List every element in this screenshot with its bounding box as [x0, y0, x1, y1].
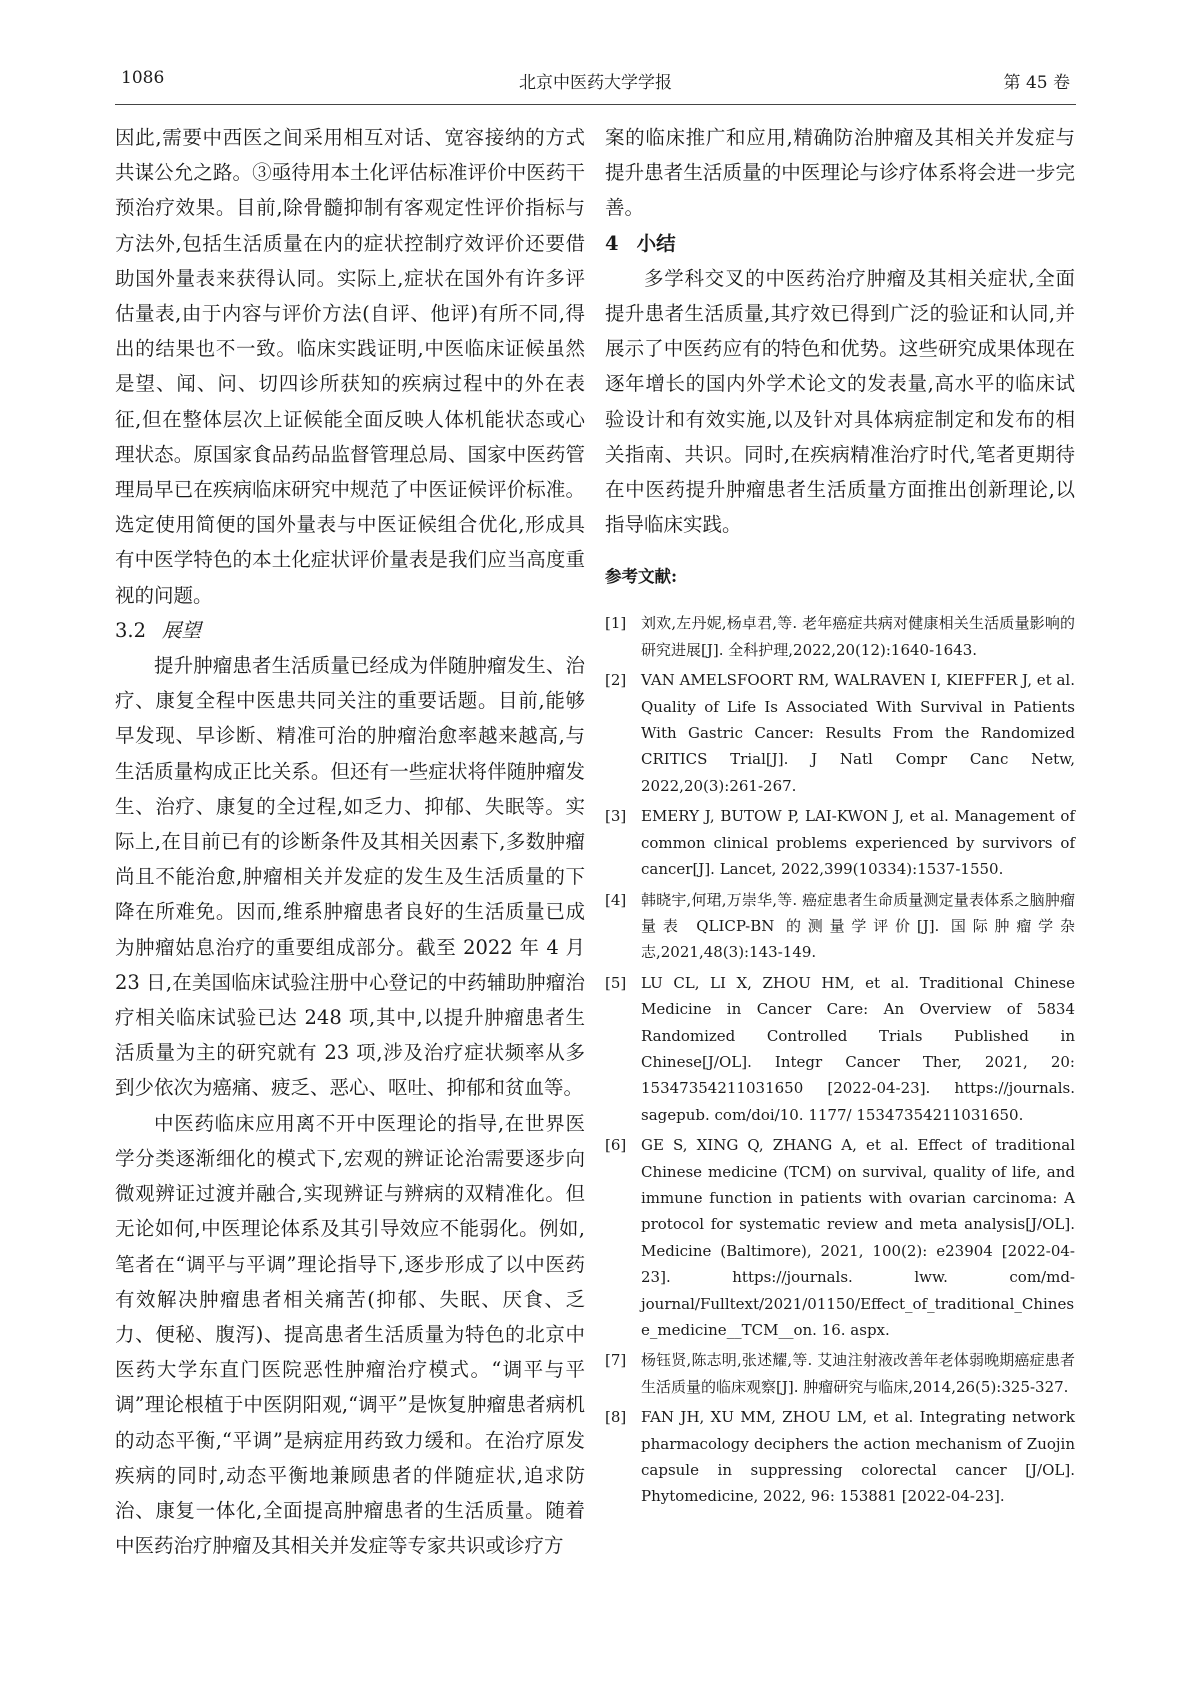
- reference-number: [4]: [605, 890, 627, 909]
- paragraph-continuation-right: 案的临床推广和应用,精确防治肿瘤及其相关并发症与提升患者生活质量的中医理论与诊疗体系将会进一步完善。: [605, 126, 1075, 220]
- reference-number: [2]: [605, 671, 627, 690]
- reference-number: [5]: [605, 973, 627, 992]
- reference-list: [605, 610, 1075, 1509]
- section-number: 3.2: [115, 618, 147, 642]
- reference-item: [605, 667, 1075, 799]
- section-title: 展望: [162, 618, 202, 642]
- running-header: [115, 66, 1076, 105]
- left-column: [115, 120, 585, 1563]
- section-heading-3-2: [115, 613, 585, 648]
- reference-item: [605, 887, 1075, 966]
- reference-number: [8]: [605, 1408, 627, 1427]
- paragraph-outlook-1: 提升肿瘤患者生活质量已经成为伴随肿瘤发生、治疗、康复全程中医患共同关注的重要话题。目前,能够早发现、早诊断、精准可治的肿瘤治愈率越来越高,与生活质量构成正比关系。但还有一些症状将伴随肿瘤发生、治疗、康复的全过程,如乏力、抑郁、失眠等。实际上,在目前已有的诊断条件及其相关因素下,多数肿瘤尚且不能治愈,肿瘤相关并发症的发生及生活质量的下降在所难免。因而,维系肿瘤患者良好的生活质量已成为肿瘤姑息治疗的重要组成部分。截至 2022 年 4 月 23 日,在美国临床试验注册中心登记的中药辅助肿瘤治疗相关临床试验已达 248 项,其中,以提升肿瘤患者生活质量为主的研究就有 23 项,涉及治疗症状频率从多到少依次为癌痛、疲乏、恶心、呕吐、抑郁和贫血等。: [115, 654, 585, 1100]
- paragraph-outlook-2: 中医药临床应用离不开中医理论的指导,在世界医学分类逐渐细化的模式下,宏观的辨证论治需要逐步向微观辨证过渡并融合,实现辨证与辨病的双精准化。但无论如何,中医理论体系及其引导效应不能弱化。例如,笔者在“调平与平调”理论指导下,逐步形成了以中医药有效解决肿瘤患者相关痛苦(抑郁、失眠、厌食、乏力、便秘、腹泻)、提高患者生活质量为特色的北京中医药大学东直门医院恶性肿瘤治疗模式。“调平与平调”理论根植于中医阴阳观,“调平”是恢复肿瘤患者病机的动态平衡,“平调”是病症用药致力缓和。在治疗原发疾病的同时,动态平衡地兼顾患者的伴随症状,追求防治、康复一体化,全面提高肿瘤患者的生活质量。随着中医药治疗肿瘤及其相关并发症等专家共识或诊疗方: [115, 1111, 585, 1558]
- reference-number: [3]: [605, 807, 627, 826]
- right-column: [605, 120, 1075, 1514]
- reference-item: [605, 1132, 1075, 1343]
- journal-title: 北京中医药大学学报: [519, 73, 672, 93]
- reference-item: [605, 803, 1075, 882]
- reference-number: [7]: [605, 1351, 627, 1370]
- paragraph-continuation: 因此,需要中西医之间采用相互对话、宽容接纳的方式共谋公允之路。③亟待用本土化评估标准评价中医药干预治疗效果。目前,除骨髓抑制有客观定性评价指标与方法外,包括生活质量在内的症状控制疗效评价还要借助国外量表来获得认同。实际上,症状在国外有许多评估量表,由于内容与评价方法(自评、他评)有所不同,得出的结果也不一致。临床实践证明,中医临床证候虽然是望、闻、问、切四诊所获知的疾病过程中的外在表征,但在整体层次上证候能全面反映人体机能状态或心理状态。原国家食品药品监督管理总局、国家中医药管理局早已在疾病临床研究中规范了中医证候评价标准。选定使用简便的国外量表与中医证候组合优化,形成具有中医学特色的本土化症状评价量表是我们应当高度重视的问题。: [115, 126, 585, 607]
- reference-text: 韩晓宇,何珺,万崇华,等. 癌症患者生命质量测定量表体系之脑肿瘤量表 QLICP-BN 的测量学评价[J]. 国际肿瘤学杂志,2021,48(3):143-149.: [641, 890, 1075, 962]
- reference-text: GE S, XING Q, ZHANG A, et al. Effect of traditional Chinese medicine (TCM) on survival, quality of life, and immune function in patients with ovarian carcinoma: A protocol for systematic review and meta analysis[J/OL]. Medicine (Baltimore), 2021, 100(2): e23904 [2022-04-23]. https://journals. lww. com/md-journal/Fulltext/2021/01150/Effect_of_traditional_Chinese_medicine__TCM__on. 16. aspx.: [641, 1136, 1075, 1339]
- section-heading-4: [605, 226, 1075, 261]
- section-title: 小结: [636, 231, 676, 255]
- reference-text: 刘欢,左丹妮,杨卓君,等. 老年癌症共病对健康相关生活质量影响的研究进展[J]. 全科护理,2022,20(12):1640-1643.: [641, 614, 1075, 659]
- reference-text: LU CL, LI X, ZHOU HM, et al. Traditional Chinese Medicine in Cancer Care: An Overview of 5834 Randomized Controlled Trials Published in Chinese[J/OL]. Integr Cancer Ther, 2021, 20: 15347354211031650 [2022-04-23]. https://journals. sagepub. com/doi/10. 1177/ 15347354211031650.: [641, 973, 1075, 1124]
- reference-item: [605, 1404, 1075, 1510]
- reference-item: [605, 610, 1075, 663]
- references-heading: 参考文献:: [605, 567, 678, 587]
- paragraph-summary: 多学科交叉的中医药治疗肿瘤及其相关症状,全面提升患者生活质量,其疗效已得到广泛的验证和认同,并展示了中医药应有的特色和优势。这些研究成果体现在逐年增长的国内外学术论文的发表量,高水平的临床试验设计和有效实施,以及针对具体病症制定和发布的相关指南、共识。同时,在疾病精准治疗时代,笔者更期待在中医药提升肿瘤患者生活质量方面推出创新理论,以指导临床实践。: [605, 266, 1075, 537]
- reference-item: [605, 1347, 1075, 1400]
- reference-text: VAN AMELSFOORT RM, WALRAVEN I, KIEFFER J, et al. Quality of Life Is Associated With Survival in Patients With Gastric Cancer: Results From the Randomized CRITICS Trial[J]. J Natl Compr Canc Netw, 2022,20(3):261-267.: [641, 671, 1075, 795]
- section-number: 4: [605, 231, 619, 255]
- reference-text: EMERY J, BUTOW P, LAI-KWON J, et al. Management of common clinical problems experienced by survivors of cancer[J]. Lancet, 2022,399(10334):1537-1550.: [641, 807, 1075, 879]
- reference-text: 杨钰贤,陈志明,张述耀,等. 艾迪注射液改善年老体弱晚期癌症患者生活质量的临床观察[J]. 肿瘤研究与临床,2014,26(5):325-327.: [641, 1351, 1075, 1396]
- reference-number: [6]: [605, 1136, 627, 1155]
- reference-item: [605, 970, 1075, 1128]
- page-number: 1086: [121, 68, 165, 88]
- reference-text: FAN JH, XU MM, ZHOU LM, et al. Integrating network pharmacology deciphers the action mechanism of Zuojin capsule in suppressing colorectal cancer [J/OL]. Phytomedicine, 2022, 96: 153881 [2022-04-23].: [641, 1408, 1075, 1506]
- volume-label: 第 45 卷: [1003, 73, 1070, 93]
- reference-number: [1]: [605, 614, 627, 633]
